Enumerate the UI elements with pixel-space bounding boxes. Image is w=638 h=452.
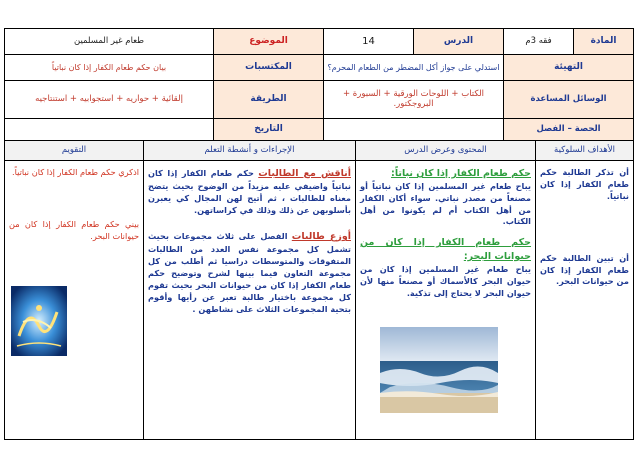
content-title-2: حكم طعام الكفار إذا كان من حيوانات البحر: [360, 237, 531, 263]
activity-title-1: أناقش مع الطالبات [258, 168, 351, 179]
lesson-body [5, 161, 633, 439]
outcomes-label: المكتسبات [213, 55, 323, 81]
col-content: المحتوى وعرض الدرس [355, 141, 535, 161]
content-text-2: يباح طعام غير المسلمين إذا كان من حيوان البحر كالأسماك أو مصنعاً منها لأن حيوان البحر لا يحتاج إلى تذكية. [360, 263, 531, 298]
date-value [5, 119, 213, 141]
header-row-3 [5, 81, 633, 119]
lesson-number: 14 [323, 29, 413, 55]
header-row-1 [5, 29, 633, 55]
lesson-plan-table [4, 28, 634, 440]
objective-1: أن تذكر الطالبة حكم طعام الكفار إذا كان نباتياً. [540, 167, 629, 201]
activity-title-2: أوزع طالبات [291, 231, 351, 243]
lesson-label: الدرس [413, 29, 503, 55]
aids-label: الوسائل المساعدة [503, 81, 633, 119]
evaluation-question-1: اذكري حكم طعام الكفار إذا كان نباتياً. [12, 167, 139, 177]
activity-2 [148, 230, 351, 315]
topic-value: طعام غير المسلمين [5, 29, 213, 55]
date-label: التاريخ [213, 119, 323, 141]
content-section-1 [360, 167, 531, 228]
aids-value: الكتاب + اللوحات الورقية + السبورة + البروجكتور. [323, 81, 503, 119]
method-value: إلقائية + حواريه + استجوابيه + استنتاجيه [5, 81, 213, 119]
method-label: الطريقة [213, 81, 323, 119]
intro-value: استدلي على جواز أكل المضطر من الطعام المحرم؟ [323, 55, 503, 81]
objectives-column [535, 161, 633, 439]
content-title-1: حكم طعام الكفار إذا كان نباتاً: [391, 168, 531, 179]
activity-1 [148, 167, 351, 216]
activity-text-2: الفصل على ثلاث مجموعات بحيث تشمل كل مجموعة نفس العدد من الطالبات المتفوقات والمتوسطات دراسيا ثم أطلب من كل مجموعة التعاون فيما بينها لشرح وتوضيح حكم طعام الكفار إذا كان من حيوانات البحر بحيث تقوم كل مجموعة باختيار طالبة تعبر عن رأيها وأقوم بتحية المجموعات الثلاث على نشاطهن . [148, 231, 351, 314]
col-objectives: الأهداف السلوكية [535, 141, 633, 161]
period-value [323, 119, 503, 141]
calligraphy-image [11, 286, 67, 356]
sea-waves-image [380, 327, 498, 413]
content-text-1: يباح طعام غير المسلمين إذا كان نباتياً أو مصنعاً من مصدر نباتي. سواء أكان الكفار من أهل الكتاب أم لم يكونوا من أهل الكتاب. [360, 180, 531, 227]
col-evaluation: التقويم [5, 141, 143, 161]
subject-value: فقه 3م [503, 29, 573, 55]
content-column [355, 161, 535, 439]
topic-label: الموضوع [213, 29, 323, 55]
intro-label: التهيئة [503, 55, 633, 81]
column-headers [5, 141, 633, 161]
evaluation-column [5, 161, 143, 439]
activities-column [143, 161, 355, 439]
subject-label: المادة [573, 29, 633, 55]
activity-text-1: حكم طعام الكفار إذا كان نباتياً واضيفي عليه مزيداً من الوضوح بحيث يتضح معناه للطالبات ، ثم أتيح لهن المجال كي يعبرن بأسلوبهن عن ذلك وذلك في كراساتهن. [148, 168, 351, 215]
objective-2: أن تبين الطالبة حكم طعام الكفار إذا كان من حيوانات البحر. [540, 252, 629, 287]
content-section-2 [360, 236, 531, 299]
header-row-4 [5, 119, 633, 141]
period-label: الحصة – الفصل [503, 119, 633, 141]
evaluation-question-2: بيني حكم طعام الكفار إذا كان من حيوانات البحر. [9, 218, 139, 241]
col-activities: الإجراءات و أنشطة التعلم [143, 141, 355, 161]
header-row-2 [5, 55, 633, 81]
outcomes-value: بيان حكم طعام الكفار إذا كان نباتياً [5, 55, 213, 81]
